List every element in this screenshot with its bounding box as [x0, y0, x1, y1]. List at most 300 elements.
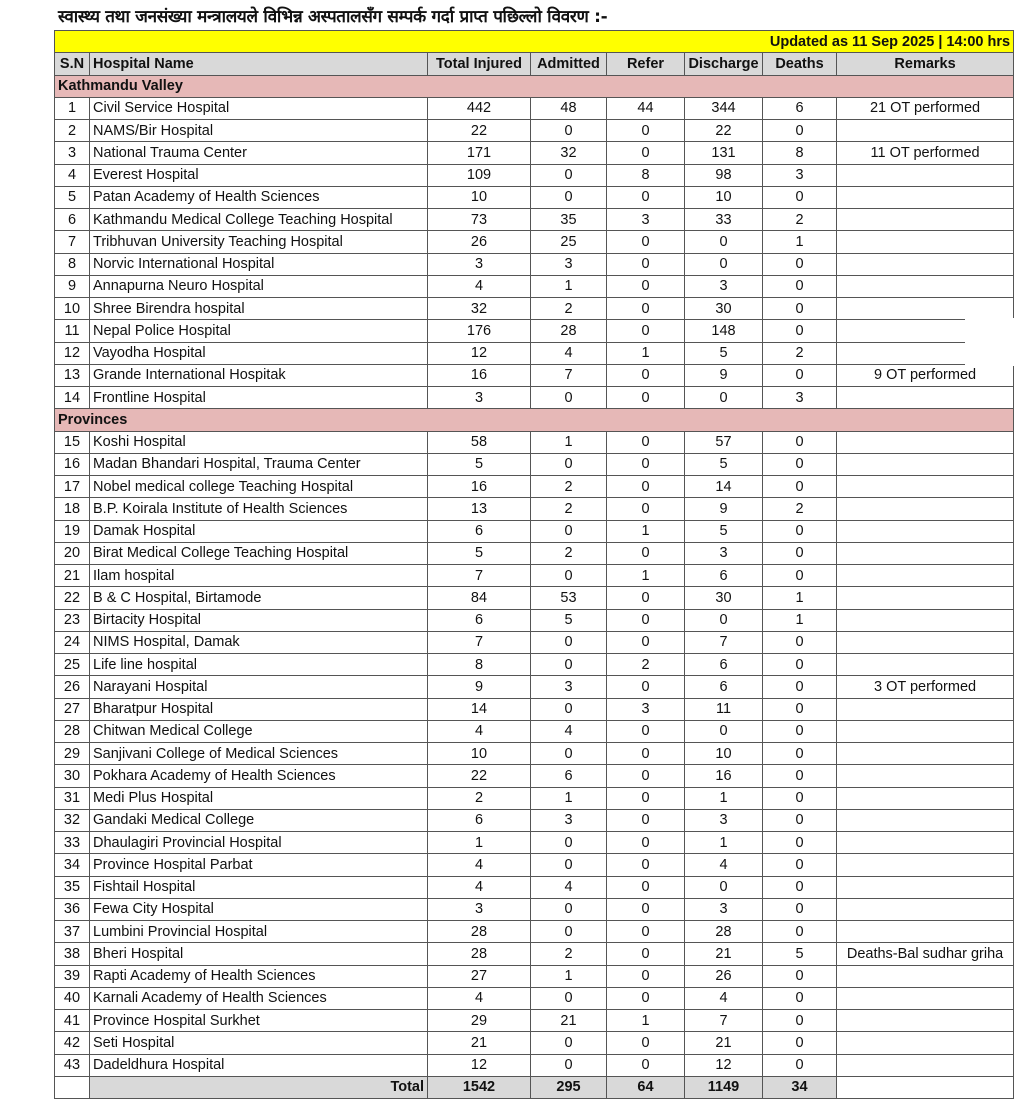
row-hospital-name: Damak Hospital [90, 520, 428, 542]
row-hospital-name: Fewa City Hospital [90, 898, 428, 920]
row-refer: 3 [607, 698, 685, 720]
row-discharge: 10 [685, 186, 763, 208]
row-hospital-name: Koshi Hospital [90, 431, 428, 453]
row-refer: 0 [607, 854, 685, 876]
row-discharge: 12 [685, 1054, 763, 1076]
row-hospital-name: Gandaki Medical College [90, 809, 428, 831]
row-deaths: 2 [763, 498, 837, 520]
row-refer: 0 [607, 542, 685, 564]
row-admitted: 6 [531, 765, 607, 787]
row-refer: 0 [607, 320, 685, 342]
row-remarks: Deaths-Bal sudhar griha [837, 943, 1014, 965]
row-admitted: 0 [531, 743, 607, 765]
row-remarks [837, 498, 1014, 520]
row-deaths: 0 [763, 898, 837, 920]
row-hospital-name: Chitwan Medical College [90, 720, 428, 742]
row-sn: 30 [55, 765, 90, 787]
row-discharge: 3 [685, 809, 763, 831]
row-admitted: 0 [531, 120, 607, 142]
row-sn: 2 [55, 120, 90, 142]
row-hospital-name: Tribhuvan University Teaching Hospital [90, 231, 428, 253]
row-sn: 11 [55, 320, 90, 342]
row-sn: 41 [55, 1010, 90, 1032]
row-remarks [837, 965, 1014, 987]
row-hospital-name: Life line hospital [90, 654, 428, 676]
table-row [55, 587, 1014, 609]
row-discharge: 3 [685, 275, 763, 297]
row-total-injured: 2 [428, 787, 531, 809]
row-discharge: 6 [685, 565, 763, 587]
row-sn: 6 [55, 209, 90, 231]
row-admitted: 4 [531, 720, 607, 742]
row-hospital-name: NIMS Hospital, Damak [90, 631, 428, 653]
row-refer: 0 [607, 253, 685, 275]
row-deaths: 1 [763, 587, 837, 609]
row-discharge: 30 [685, 298, 763, 320]
row-hospital-name: Seti Hospital [90, 1032, 428, 1054]
row-discharge: 3 [685, 542, 763, 564]
row-refer: 1 [607, 1010, 685, 1032]
row-deaths: 0 [763, 253, 837, 275]
row-sn: 35 [55, 876, 90, 898]
row-refer: 0 [607, 142, 685, 164]
row-remarks [837, 987, 1014, 1009]
row-total-injured: 1 [428, 832, 531, 854]
row-remarks [837, 1032, 1014, 1054]
row-deaths: 0 [763, 809, 837, 831]
row-total-injured: 21 [428, 1032, 531, 1054]
row-refer: 0 [607, 809, 685, 831]
row-refer: 3 [607, 209, 685, 231]
row-sn: 42 [55, 1032, 90, 1054]
row-discharge: 0 [685, 876, 763, 898]
section-header-row [55, 409, 1014, 431]
row-admitted: 3 [531, 253, 607, 275]
row-discharge: 344 [685, 97, 763, 119]
row-hospital-name: Annapurna Neuro Hospital [90, 275, 428, 297]
row-total-injured: 22 [428, 120, 531, 142]
row-refer: 0 [607, 609, 685, 631]
table-row [55, 654, 1014, 676]
row-refer: 0 [607, 231, 685, 253]
row-deaths: 2 [763, 342, 837, 364]
row-admitted: 32 [531, 142, 607, 164]
row-deaths: 0 [763, 364, 837, 386]
table-row [55, 498, 1014, 520]
row-admitted: 0 [531, 631, 607, 653]
row-discharge: 21 [685, 943, 763, 965]
table-row [55, 787, 1014, 809]
row-remarks [837, 231, 1014, 253]
row-admitted: 2 [531, 476, 607, 498]
row-remarks [837, 209, 1014, 231]
row-remarks: 3 OT performed [837, 676, 1014, 698]
row-discharge: 1 [685, 832, 763, 854]
row-discharge: 5 [685, 520, 763, 542]
row-remarks [837, 1054, 1014, 1076]
row-discharge: 0 [685, 387, 763, 409]
row-discharge: 7 [685, 631, 763, 653]
row-remarks [837, 542, 1014, 564]
row-admitted: 0 [531, 520, 607, 542]
row-total-injured: 171 [428, 142, 531, 164]
row-admitted: 2 [531, 498, 607, 520]
row-refer: 0 [607, 275, 685, 297]
total-remarks-blank [837, 1076, 1014, 1098]
row-refer: 0 [607, 743, 685, 765]
row-hospital-name: B.P. Koirala Institute of Health Sciences [90, 498, 428, 520]
row-sn: 20 [55, 542, 90, 564]
row-discharge: 4 [685, 987, 763, 1009]
row-refer: 0 [607, 476, 685, 498]
row-discharge: 131 [685, 142, 763, 164]
row-admitted: 0 [531, 453, 607, 475]
row-admitted: 25 [531, 231, 607, 253]
row-refer: 0 [607, 453, 685, 475]
table-row [55, 431, 1014, 453]
row-refer: 2 [607, 654, 685, 676]
row-hospital-name: Madan Bhandari Hospital, Trauma Center [90, 453, 428, 475]
row-hospital-name: Birtacity Hospital [90, 609, 428, 631]
table-row [55, 876, 1014, 898]
total-deaths-sum: 34 [763, 1076, 837, 1098]
row-sn: 22 [55, 587, 90, 609]
row-discharge: 11 [685, 698, 763, 720]
row-deaths: 0 [763, 876, 837, 898]
column-header-row [55, 53, 1014, 75]
row-remarks [837, 253, 1014, 275]
col-header-discharge: Discharge [685, 53, 763, 75]
row-sn: 16 [55, 453, 90, 475]
row-total-injured: 10 [428, 743, 531, 765]
row-sn: 33 [55, 832, 90, 854]
row-sn: 17 [55, 476, 90, 498]
table-row [55, 186, 1014, 208]
row-remarks [837, 476, 1014, 498]
row-deaths: 0 [763, 720, 837, 742]
row-admitted: 7 [531, 364, 607, 386]
row-hospital-name: B & C Hospital, Birtamode [90, 587, 428, 609]
row-deaths: 0 [763, 431, 837, 453]
row-hospital-name: Karnali Academy of Health Sciences [90, 987, 428, 1009]
row-admitted: 2 [531, 542, 607, 564]
row-hospital-name: Frontline Hospital [90, 387, 428, 409]
table-row [55, 1010, 1014, 1032]
row-remarks [837, 453, 1014, 475]
row-remarks [837, 809, 1014, 831]
table-row [55, 987, 1014, 1009]
row-deaths: 0 [763, 120, 837, 142]
row-sn: 29 [55, 743, 90, 765]
row-refer: 1 [607, 520, 685, 542]
row-refer: 0 [607, 720, 685, 742]
row-deaths: 0 [763, 698, 837, 720]
table-row [55, 97, 1014, 119]
row-deaths: 0 [763, 320, 837, 342]
row-remarks [837, 765, 1014, 787]
row-discharge: 21 [685, 1032, 763, 1054]
table-row [55, 965, 1014, 987]
row-remarks [837, 698, 1014, 720]
row-discharge: 57 [685, 431, 763, 453]
row-deaths: 0 [763, 1032, 837, 1054]
row-total-injured: 73 [428, 209, 531, 231]
row-deaths: 5 [763, 943, 837, 965]
row-sn: 38 [55, 943, 90, 965]
row-total-injured: 16 [428, 364, 531, 386]
row-sn: 26 [55, 676, 90, 698]
row-sn: 21 [55, 565, 90, 587]
row-total-injured: 4 [428, 876, 531, 898]
row-hospital-name: Bheri Hospital [90, 943, 428, 965]
row-discharge: 0 [685, 231, 763, 253]
row-admitted: 1 [531, 965, 607, 987]
row-remarks [837, 164, 1014, 186]
row-hospital-name: Lumbini Provincial Hospital [90, 921, 428, 943]
table-row [55, 164, 1014, 186]
row-sn: 15 [55, 431, 90, 453]
row-total-injured: 28 [428, 943, 531, 965]
table-row [55, 765, 1014, 787]
row-sn: 7 [55, 231, 90, 253]
row-refer: 0 [607, 1032, 685, 1054]
row-deaths: 0 [763, 275, 837, 297]
table-row [55, 809, 1014, 831]
redaction-smudge [965, 318, 1017, 366]
row-admitted: 4 [531, 342, 607, 364]
row-sn: 5 [55, 186, 90, 208]
row-hospital-name: Birat Medical College Teaching Hospital [90, 542, 428, 564]
row-hospital-name: Medi Plus Hospital [90, 787, 428, 809]
row-sn: 37 [55, 921, 90, 943]
total-admitted-sum: 295 [531, 1076, 607, 1098]
row-remarks [837, 743, 1014, 765]
row-refer: 0 [607, 921, 685, 943]
row-refer: 0 [607, 186, 685, 208]
row-deaths: 8 [763, 142, 837, 164]
row-sn: 1 [55, 97, 90, 119]
row-deaths: 1 [763, 231, 837, 253]
total-label: Total [90, 1076, 428, 1098]
row-hospital-name: Narayani Hospital [90, 676, 428, 698]
row-deaths: 0 [763, 987, 837, 1009]
row-remarks: 9 OT performed [837, 364, 1014, 386]
total-refer-sum: 64 [607, 1076, 685, 1098]
row-total-injured: 5 [428, 453, 531, 475]
row-hospital-name: Civil Service Hospital [90, 97, 428, 119]
row-deaths: 0 [763, 921, 837, 943]
row-refer: 44 [607, 97, 685, 119]
row-admitted: 2 [531, 298, 607, 320]
row-admitted: 1 [531, 431, 607, 453]
row-sn: 12 [55, 342, 90, 364]
row-total-injured: 3 [428, 387, 531, 409]
table-row [55, 275, 1014, 297]
row-total-injured: 3 [428, 253, 531, 275]
row-admitted: 0 [531, 921, 607, 943]
row-hospital-name: Nobel medical college Teaching Hospital [90, 476, 428, 498]
table-row [55, 453, 1014, 475]
table-row [55, 387, 1014, 409]
row-hospital-name: Sanjivani College of Medical Sciences [90, 743, 428, 765]
table-row [55, 364, 1014, 386]
row-remarks [837, 787, 1014, 809]
row-hospital-name: Dadeldhura Hospital [90, 1054, 428, 1076]
row-total-injured: 27 [428, 965, 531, 987]
row-remarks: 21 OT performed [837, 97, 1014, 119]
row-total-injured: 32 [428, 298, 531, 320]
row-total-injured: 28 [428, 921, 531, 943]
row-admitted: 0 [531, 854, 607, 876]
table-row [55, 542, 1014, 564]
row-admitted: 3 [531, 809, 607, 831]
row-admitted: 5 [531, 609, 607, 631]
row-discharge: 0 [685, 253, 763, 275]
col-header-total-injured: Total Injured [428, 53, 531, 75]
row-discharge: 33 [685, 209, 763, 231]
row-deaths: 0 [763, 453, 837, 475]
updated-row [55, 31, 1014, 53]
row-refer: 0 [607, 387, 685, 409]
row-remarks [837, 609, 1014, 631]
row-sn: 34 [55, 854, 90, 876]
row-deaths: 3 [763, 387, 837, 409]
row-refer: 0 [607, 431, 685, 453]
row-hospital-name: Grande International Hospitak [90, 364, 428, 386]
row-discharge: 1 [685, 787, 763, 809]
table-row [55, 943, 1014, 965]
row-hospital-name: Bharatpur Hospital [90, 698, 428, 720]
row-remarks [837, 720, 1014, 742]
table-row [55, 832, 1014, 854]
row-total-injured: 4 [428, 854, 531, 876]
row-total-injured: 22 [428, 765, 531, 787]
row-remarks [837, 654, 1014, 676]
row-total-injured: 12 [428, 1054, 531, 1076]
row-total-injured: 3 [428, 898, 531, 920]
col-header-remarks: Remarks [837, 53, 1014, 75]
row-refer: 0 [607, 898, 685, 920]
row-admitted: 28 [531, 320, 607, 342]
row-discharge: 5 [685, 453, 763, 475]
row-admitted: 0 [531, 1054, 607, 1076]
row-total-injured: 6 [428, 609, 531, 631]
total-injured-sum: 1542 [428, 1076, 531, 1098]
report-heading: स्वास्थ्य तथा जनसंख्या मन्त्रालयले विभिन्न अस्पतालसँग सम्पर्क गर्दा प्राप्त पछिल्लो विवरण :- [58, 7, 608, 27]
section-title: Kathmandu Valley [55, 75, 1014, 97]
row-sn: 10 [55, 298, 90, 320]
total-row [55, 1076, 1014, 1098]
row-sn: 3 [55, 142, 90, 164]
row-sn: 4 [55, 164, 90, 186]
table-row [55, 231, 1014, 253]
table-row [55, 253, 1014, 275]
row-sn: 27 [55, 698, 90, 720]
row-discharge: 26 [685, 965, 763, 987]
row-discharge: 98 [685, 164, 763, 186]
row-sn: 25 [55, 654, 90, 676]
row-sn: 32 [55, 809, 90, 831]
row-deaths: 2 [763, 209, 837, 231]
row-remarks [837, 876, 1014, 898]
row-deaths: 0 [763, 631, 837, 653]
row-deaths: 0 [763, 654, 837, 676]
row-discharge: 0 [685, 609, 763, 631]
row-refer: 0 [607, 498, 685, 520]
row-refer: 0 [607, 832, 685, 854]
row-remarks [837, 854, 1014, 876]
row-total-injured: 6 [428, 520, 531, 542]
row-refer: 0 [607, 1054, 685, 1076]
row-discharge: 14 [685, 476, 763, 498]
row-remarks [837, 631, 1014, 653]
table-row [55, 520, 1014, 542]
row-hospital-name: Rapti Academy of Health Sciences [90, 965, 428, 987]
row-admitted: 0 [531, 698, 607, 720]
row-deaths: 0 [763, 854, 837, 876]
row-total-injured: 109 [428, 164, 531, 186]
table-row [55, 342, 1014, 364]
section-title: Provinces [55, 409, 1014, 431]
row-sn: 13 [55, 364, 90, 386]
row-total-injured: 10 [428, 186, 531, 208]
table-body [55, 75, 1014, 1076]
updated-timestamp: Updated as 11 Sep 2025 | 14:00 hrs [55, 31, 1014, 53]
row-hospital-name: Everest Hospital [90, 164, 428, 186]
row-refer: 0 [607, 787, 685, 809]
row-refer: 0 [607, 965, 685, 987]
row-sn: 36 [55, 898, 90, 920]
row-hospital-name: Province Hospital Parbat [90, 854, 428, 876]
table-row [55, 854, 1014, 876]
row-remarks [837, 186, 1014, 208]
row-admitted: 21 [531, 1010, 607, 1032]
row-sn: 19 [55, 520, 90, 542]
row-deaths: 0 [763, 743, 837, 765]
row-deaths: 0 [763, 1054, 837, 1076]
row-remarks: 11 OT performed [837, 142, 1014, 164]
row-total-injured: 84 [428, 587, 531, 609]
row-discharge: 0 [685, 720, 763, 742]
row-admitted: 1 [531, 787, 607, 809]
col-header-sn: S.N [55, 53, 90, 75]
row-hospital-name: NAMS/Bir Hospital [90, 120, 428, 142]
row-sn: 40 [55, 987, 90, 1009]
table-row [55, 1032, 1014, 1054]
row-total-injured: 58 [428, 431, 531, 453]
row-deaths: 0 [763, 676, 837, 698]
table-row [55, 720, 1014, 742]
row-admitted: 1 [531, 275, 607, 297]
row-sn: 28 [55, 720, 90, 742]
row-total-injured: 13 [428, 498, 531, 520]
row-refer: 0 [607, 587, 685, 609]
row-refer: 0 [607, 987, 685, 1009]
row-discharge: 6 [685, 676, 763, 698]
row-total-injured: 14 [428, 698, 531, 720]
table-row [55, 142, 1014, 164]
row-discharge: 16 [685, 765, 763, 787]
row-deaths: 0 [763, 787, 837, 809]
row-admitted: 35 [531, 209, 607, 231]
row-total-injured: 5 [428, 542, 531, 564]
row-discharge: 22 [685, 120, 763, 142]
row-discharge: 148 [685, 320, 763, 342]
row-admitted: 3 [531, 676, 607, 698]
row-hospital-name: Vayodha Hospital [90, 342, 428, 364]
row-total-injured: 176 [428, 320, 531, 342]
row-sn: 18 [55, 498, 90, 520]
